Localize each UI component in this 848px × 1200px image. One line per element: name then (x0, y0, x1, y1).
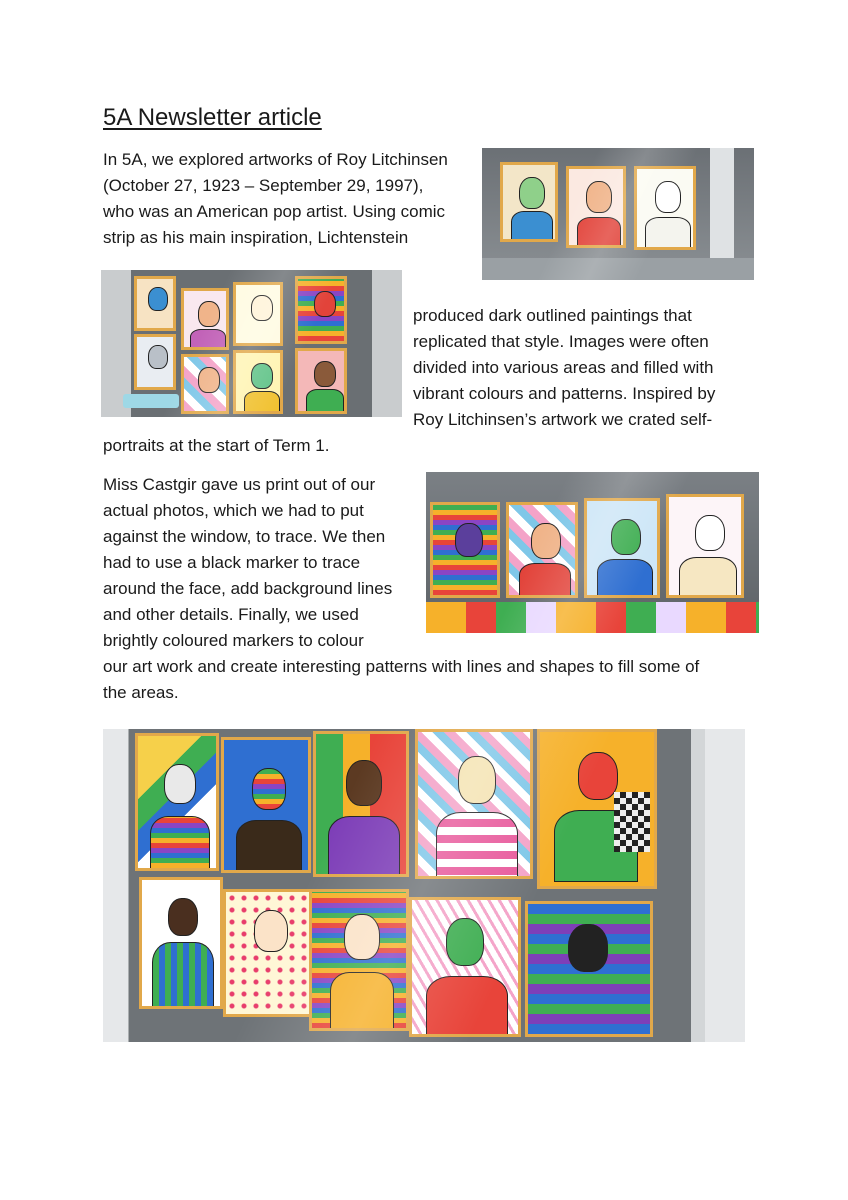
text-line: divided into various areas and filled with (413, 358, 714, 377)
photo-display-middle-right (426, 472, 759, 633)
text-line: strip as his main inspiration, Lichtenstein (103, 228, 409, 247)
text-line: produced dark outlined paintings that (413, 306, 692, 325)
text-line: around the face, add background lines (103, 579, 393, 598)
paragraph-2-block-b (103, 654, 699, 706)
text-line: and other details. Finally, we used (103, 605, 359, 624)
text-line: the areas. (103, 683, 179, 702)
paragraph-1-block-a (103, 147, 448, 251)
text-line: portraits at the start of Term 1. (103, 436, 330, 455)
text-line: Roy Litchinsen’s artwork we crated self- (413, 410, 713, 429)
text-line: who was an American pop artist. Using comic (103, 202, 446, 221)
text-line: brightly coloured markers to colour (103, 631, 364, 650)
text-line: Miss Castgir gave us print out of our (103, 475, 376, 494)
photo-display-left (101, 270, 402, 417)
page-title: 5A Newsletter article (103, 104, 322, 131)
text-line: had to use a black marker to trace (103, 553, 361, 572)
text-line: In 5A, we explored artworks of Roy Litchinsen (103, 150, 448, 169)
text-line: (October 27, 1923 – September 29, 1997), (103, 176, 424, 195)
text-line: actual photos, which we had to put (103, 501, 364, 520)
text-line: replicated that style. Images were often (413, 332, 709, 351)
paragraph-1-block-b (413, 303, 715, 433)
photo-display-top-right (482, 148, 754, 280)
text-line: vibrant colours and patterns. Inspired by (413, 384, 716, 403)
paragraph-1-block-c (103, 433, 329, 459)
text-line: our art work and create interesting patterns with lines and shapes to fill some of (103, 657, 700, 676)
text-line: against the window, to trace. We then (103, 527, 386, 546)
paragraph-2-block-a (103, 472, 392, 654)
photo-display-large (103, 729, 745, 1042)
